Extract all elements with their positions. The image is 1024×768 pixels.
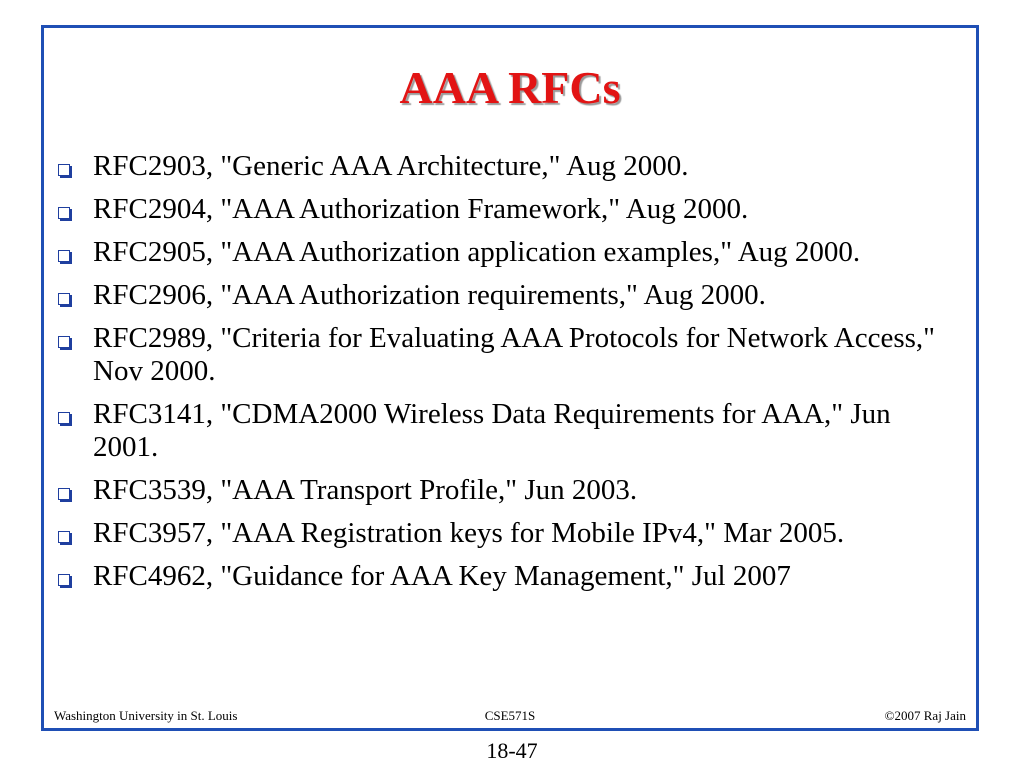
square-bullet-icon xyxy=(58,207,70,219)
list-item xyxy=(56,517,962,550)
square-bullet-icon xyxy=(58,250,70,262)
list-item xyxy=(56,398,962,464)
list-item-text: RFC3957, "AAA Registration keys for Mobile IPv4," Mar 2005. xyxy=(93,517,845,549)
list-item-text: RFC2989, "Criteria for Evaluating AAA Protocols for Network Access," Nov 2000. xyxy=(93,322,936,387)
square-bullet-icon xyxy=(58,488,70,500)
list-item xyxy=(56,322,962,388)
list-item xyxy=(56,150,962,183)
list-item-text: RFC3539, "AAA Transport Profile," Jun 2003. xyxy=(93,474,638,506)
footer-copyright: ©2007 Raj Jain xyxy=(884,708,966,723)
footer-institution: Washington University in St. Louis xyxy=(54,708,238,723)
list-item xyxy=(56,279,962,312)
square-bullet-icon xyxy=(58,574,70,586)
list-item xyxy=(56,560,962,593)
slide-frame xyxy=(41,25,979,731)
rfc-list xyxy=(56,150,962,603)
list-item-text: RFC2904, "AAA Authorization Framework," Aug 2000. xyxy=(93,193,749,225)
list-item xyxy=(56,474,962,507)
footer-course: CSE571S xyxy=(484,708,536,723)
square-bullet-icon xyxy=(58,336,70,348)
slide-title: AAA RFCs xyxy=(399,62,621,113)
square-bullet-icon xyxy=(58,412,70,424)
list-item-text: RFC2906, "AAA Authorization requirements," Aug 2000. xyxy=(93,279,766,311)
square-bullet-icon xyxy=(58,293,70,305)
list-item xyxy=(56,236,962,269)
square-bullet-icon xyxy=(58,531,70,543)
list-item-text: RFC2905, "AAA Authorization application examples," Aug 2000. xyxy=(93,236,861,268)
list-item xyxy=(56,193,962,226)
list-item-text: RFC3141, "CDMA2000 Wireless Data Requirements for AAA," Jun 2001. xyxy=(93,398,891,463)
list-item-text: RFC2903, "Generic AAA Architecture," Aug 2000. xyxy=(93,150,689,182)
list-item-text: RFC4962, "Guidance for AAA Key Management," Jul 2007 xyxy=(93,560,791,592)
slide-number: 18-47 xyxy=(486,738,538,763)
square-bullet-icon xyxy=(58,164,70,176)
slide-footer xyxy=(54,708,966,728)
